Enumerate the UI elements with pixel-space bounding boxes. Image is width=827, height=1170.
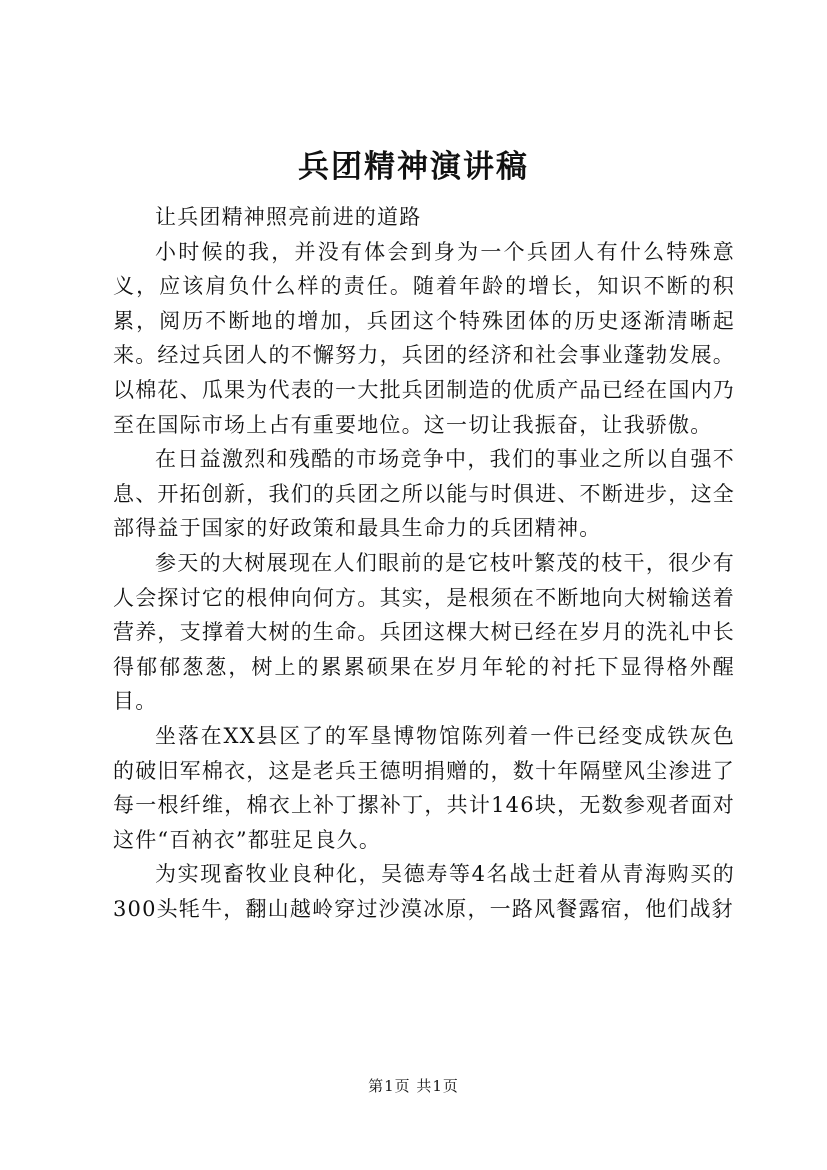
page-number-footer: 第1页 共1页	[368, 1077, 459, 1095]
body-paragraph: 在日益激烈和残酷的市场竞争中，我们的事业之所以自强不息、开拓创新，我们的兵团之所以能与时俱进、不断进步，这全部得益于国家的好政策和最具生命力的兵团精神。	[113, 447, 735, 541]
document-body	[113, 200, 735, 926]
document-title: 兵团精神演讲稿	[298, 149, 529, 185]
body-paragraph: 坐落在XX县区了的军垦博物馆陈列着一件已经变成铁灰色的破旧军棉衣，这是老兵王德明捐赠的，数十年隔壁风尘渗进了每一根纤维，棉衣上补丁摞补丁，共计146块，无数参观者面对这件“百衲衣”都驻足良久。	[113, 723, 735, 852]
body-paragraph: 为实现畜牧业良种化，吴德寿等4名战士赶着从青海购买的300头牦牛，翻山越岭穿过沙漠冰原，一路风餐露宿，他们战豺	[113, 862, 735, 921]
document-subtitle: 让兵团精神照亮前进的道路	[155, 205, 422, 229]
body-paragraph: 小时候的我，并没有体会到身为一个兵团人有什么特殊意义，应该肩负什么样的责任。随着年龄的增长，知识不断的积累，阅历不断地的增加，兵团这个特殊团体的历史逐渐清晰起来。经过兵团人的不懈努力，兵团的经济和社会事业蓬勃发展。以棉花、瓜果为代表的一大批兵团制造的优质产品已经在国内乃至在国际市场上占有重要地位。这一切让我振奋，让我骄傲。	[113, 239, 735, 437]
body-paragraph: 参天的大树展现在人们眼前的是它枝叶繁茂的枝干，很少有人会探讨它的根伸向何方。其实，是根须在不断地向大树输送着营养，支撑着大树的生命。兵团这棵大树已经在岁月的洗礼中长得郁郁葱葱，树上的累累硕果在岁月年轮的衬托下显得格外醒目。	[113, 550, 735, 714]
